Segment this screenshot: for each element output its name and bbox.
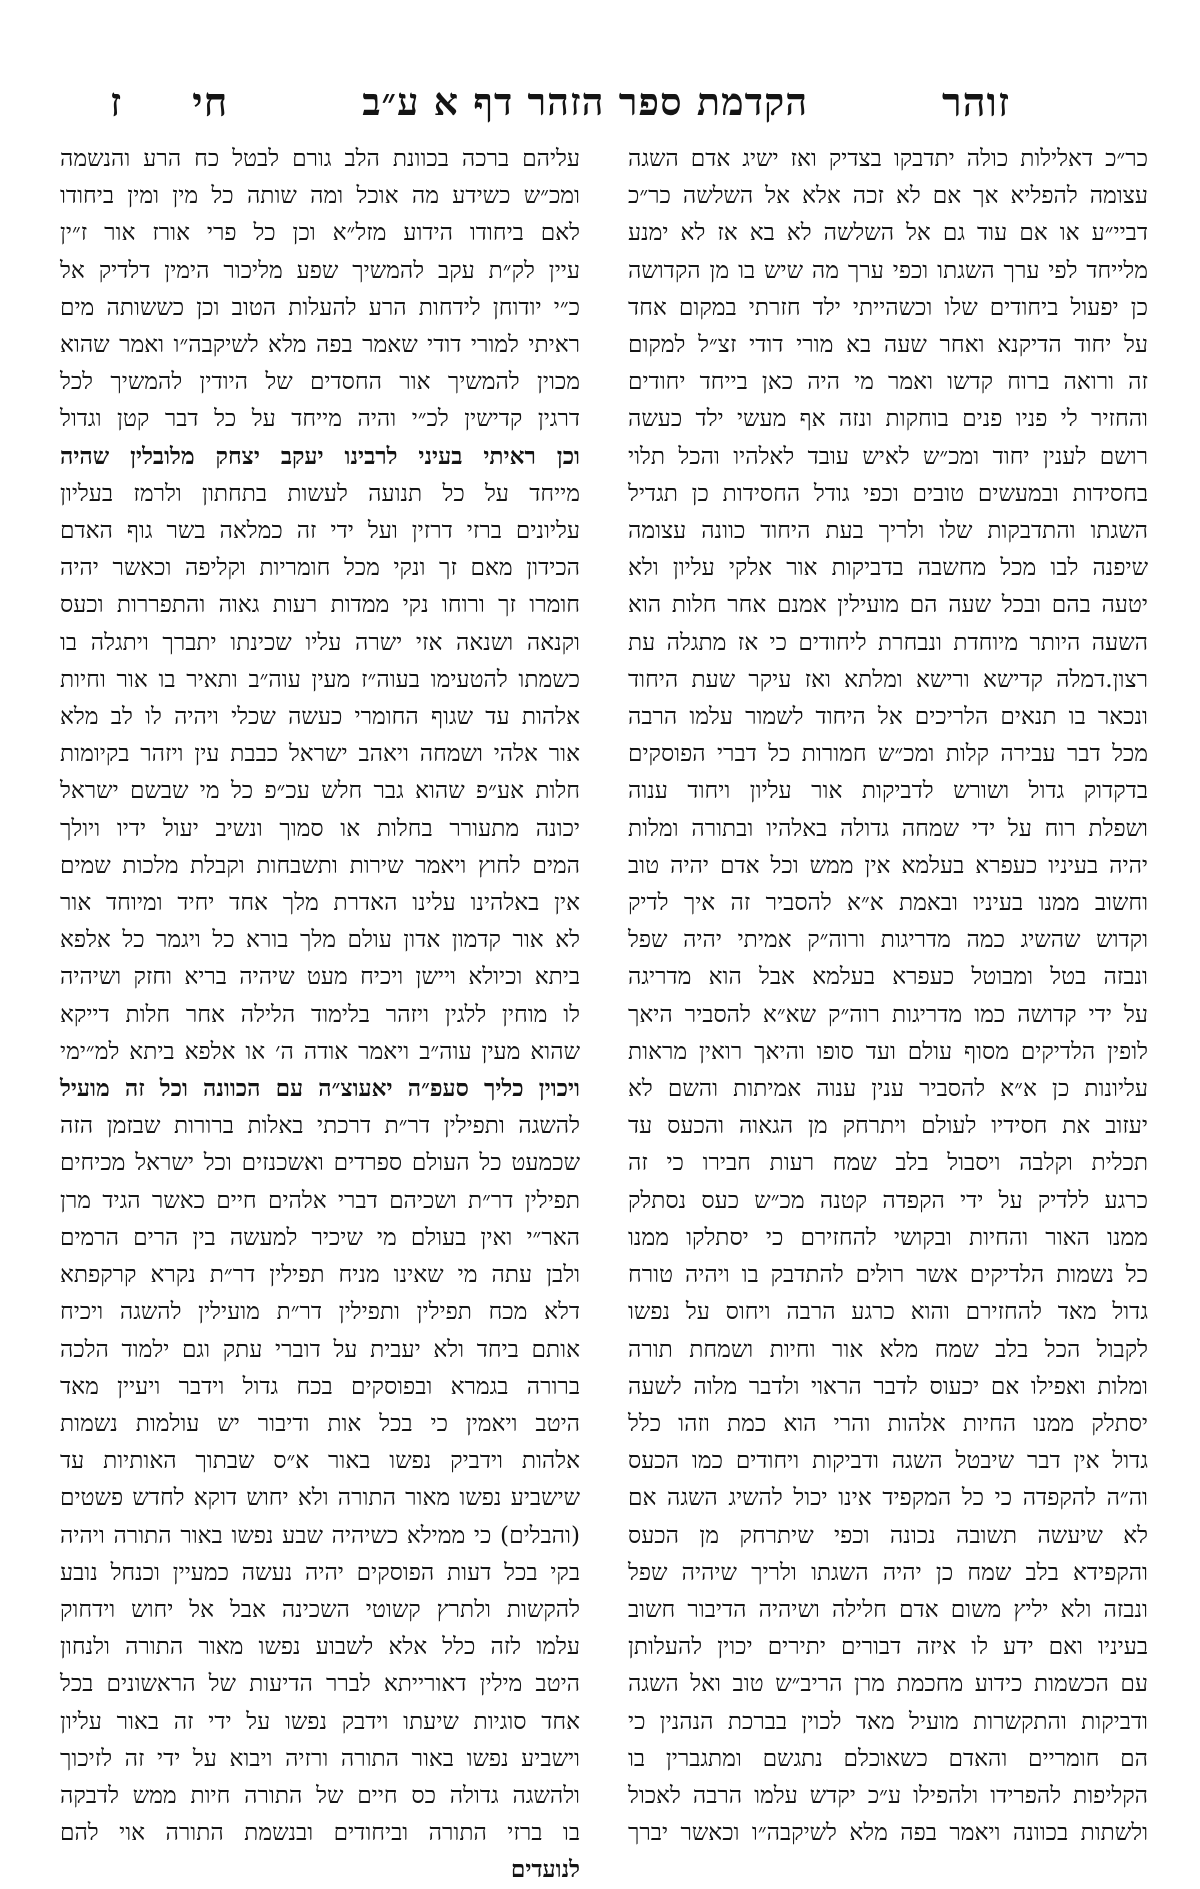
text-line: שהוא מעין עוה״ב ויאמר אודה ה׳ או אלפא ביתא למ״ימי (60, 1037, 580, 1065)
text-line: לקבול הכל בלב שמח מלא אור וחיות ושמחת תורה (628, 1335, 1148, 1363)
text-line: לא שיעשה תשובה נכונה וכפי שיתרחק מן הכעס (628, 1521, 1148, 1549)
text-line: שכמעט כל העולם ספרדים ואשכנזים וכל ישראל מכיחים (60, 1149, 580, 1177)
text-line: דרגין קדישין לכ״י והיה מייחד על כל דבר קטן וגדול (60, 405, 580, 433)
text-line: ויכוין כליך סעפ״ה יאעוצ״ה עם הכוונה וכל זה מועיל (60, 1075, 580, 1103)
text-line: היטב ויאמין כי בכל אות ודיבור יש עולמות נשמות (60, 1409, 580, 1437)
text-line: בו ברזי התורה וביחודים ובנשמת התורה אוי להם (60, 1819, 580, 1847)
text-line: כרגע ללדיק על ידי הקפדה קטנה מכ״ש כעס נסתלק (628, 1186, 1148, 1214)
text-line: ולבן עתה מי שאינו מניח תפילין דר״ת נקרא קרקפתא (60, 1261, 580, 1289)
text-line: אלהות עד שגוף החומרי כעשה שכלי ויהיה לו לב מלא (60, 703, 580, 731)
text-line: ולהשגה גדולה כס חיים של התורה חיות ממש לדבקה (60, 1781, 580, 1809)
text-line: ביתא וכיולא ויישן ויכיח מעט שיהיה בריא וחזק ושיהיה (60, 963, 580, 991)
text-line: אחד סוגיות שיעתו וידבק נפשו על ידי זה באור עליון (60, 1707, 580, 1735)
text-line: וכן ראיתי בעיני לרבינו יעקב יצחק מלובלין שהיה (60, 442, 580, 470)
section-label: חי (192, 78, 229, 126)
page-numbers (110, 79, 228, 126)
text-line: וקנאה ושנאה אזי ישרה עליו שכינתו יתברך ויתגלה בו (60, 628, 580, 656)
text-line: יהיה בעיניו כעפרא בעלמא אין ממש וכל אדם יהיה טוב (628, 851, 1148, 879)
text-line: וישביע נפשו באור התורה ורזיה ויבוא על ידי זה לזיכוך (60, 1744, 580, 1772)
text-line: אותם ביחד ולא יעבית על דוברי עתק וגם ילמוד הלכה (60, 1335, 580, 1363)
text-line: כשמתו להטעימו בעוה״ז מעין עוה״ב ותאיר בו אור וחיות (60, 665, 580, 693)
text-line: יעזוב את חסידיו לעולם ויתרחק מן הגאוה והכעס עד (628, 1112, 1148, 1140)
text-line: תפילין דר״ת ושכיהם דברי אלהים חיים כאשר הגיד מרן (60, 1186, 580, 1214)
text-line: רצון.דמלה קדישא ורישא ומלתא ואז עיקר שעת היחוד (628, 665, 1148, 693)
text-line: ברורה בגמרא ובפוסקים בכח גדול וידבר ויעיין מאד (60, 1372, 580, 1400)
text-line: בדקדוק גדול ושורש לדביקות אור עליון ויחוד ענוה (628, 777, 1148, 805)
text-line: בעיניו ואם ידע לו איזה דבורים יתירים יכוין להעלותן (628, 1633, 1148, 1661)
text-line: כ״י יודוחן לידחות הרע להעלות הטוב וכן כששותה מים (60, 293, 580, 321)
text-line: שיפנה לבו מכל מחשבה בדביקות אור אלקי עליון ולא (628, 554, 1148, 582)
text-line: תכלית וקלבה ויסבול בלב שמח רעות חבירו כי זה (628, 1149, 1148, 1177)
text-line: ראיתי למורי דודי שאמר בפה מלא לשיקבה״ו ואמר שהוא (60, 331, 580, 359)
text-line: להשגה ותפילין דר״ת דרכתי באלות ברורות שבזמן הזה (60, 1112, 580, 1140)
left-text-column (60, 140, 580, 1884)
text-line: ולשתות בכוונה ויאמר בפה מלא לשיקבה״ו וכאשר יברך (628, 1819, 1148, 1847)
text-line: כל נשמות הלדיקים אשר רולים להתדבק בו ויהיה טורח (628, 1261, 1148, 1289)
right-text-column (628, 140, 1148, 1847)
text-line: הכידון מאם זך ונקי מכל חומריות וקליפה וכאשר יהיה (60, 554, 580, 582)
text-line: מלייחד לפי ערך השגתו וכפי ערך מה שיש בו מן הקדושה (628, 256, 1148, 284)
text-line: רושם לענין יחוד ומכ״ש לאיש עובד לאלהיו והכל תלוי (628, 442, 1148, 470)
page-number: ז (110, 78, 123, 126)
text-line: מכוין להמשיך אור החסדים של היודין להמשיך לכל (60, 368, 580, 396)
text-line: בחסידות ובמעשים טובים וכפי גודל החסידות כן תגדיל (628, 479, 1148, 507)
text-line: אור אלהי ושמחה ויאהב ישראל כבבת עין ויזהר בקיומות (60, 740, 580, 768)
text-line: הקליפות להפרידו ולהפילו ע״כ יקדש עלמו הרבה לאכול (628, 1781, 1148, 1809)
text-line: ושפלת רוח על ידי שמחה גדולה באלהיו ובתורה ומלות (628, 814, 1148, 842)
text-line: עליונות כן א״א להסביר ענין ענוה אמיתות והשם לא (628, 1075, 1148, 1103)
text-line: עצומה להפליא אך אם לא זכה אלא אל השלשה כר״כ (628, 182, 1148, 210)
text-line: להקשות ולתרץ קשוטי השכינה אבל אל יחוש וידחוק (60, 1595, 580, 1623)
text-line: הם חומריים והאדם כשאוכלם נתגשם ומתגברין בו (628, 1744, 1148, 1772)
text-line: ודביקות והתקשרות מועיל מאד לכוין בברכת הנהנין כי (628, 1707, 1148, 1735)
text-line: השעה היותר מיוחדת ונבחרת ליחודים כי אז מתגלה עת (628, 628, 1148, 656)
text-line: על ידי קדושה כמו מדריגות רוה״ק שא״א להסביר היאך (628, 1000, 1148, 1028)
text-line: אין באלהינו עלינו האדרת מלך אחד יחיד ומיוחד אור (60, 889, 580, 917)
text-line: לא אור קדמון אדון עולם מלך בורא כל ויגמר כל אלפא (60, 926, 580, 954)
text-line: וה״ה להקפדה כי כל המקפיד אינו יכול להשיג השגה אם (628, 1484, 1148, 1512)
text-line: האר״י ואין בעולם מי שיכיר למעשה בין הרים הרמים (60, 1223, 580, 1251)
text-line: ומלות ואפילו אם יכעוס לדבר הראוי ולדבר מלוה לשעה (628, 1372, 1148, 1400)
text-line: לאם ביחודו הידוע מזל״א וכן כל פרי אורז אור ז״ין (60, 219, 580, 247)
text-line: גדול אין דבר שיבטל השגה ודביקות ויחודים כמו הכעס (628, 1447, 1148, 1475)
text-line: חומרו זך ורוחו נקי ממדות רעות גאוה והתפררות וכעס (60, 591, 580, 619)
text-line: ונבזה ולא יליץ משום אדם חלילה ושיהיה הדיבור חשוב (628, 1595, 1148, 1623)
text-line: היטב מילין דאורייתא לברר הדיעות של הראשונים בכל (60, 1670, 580, 1698)
text-line: כר״כ דאלילות כולה יתדבקו בצדיק ואז ישיג אדם השגה (628, 145, 1148, 172)
text-line: ונבזה בטל ומבוטל כעפרא בעלמא אבל הוא מדריגה (628, 963, 1148, 991)
text-line: עיין לק״ת עקב להמשיך שפע מליכור הימין דלדיק אל (60, 256, 580, 284)
text-line: לופין הלדיקים מסוף עולם ועד סופו והיאך רואין מראות (628, 1037, 1148, 1065)
page-title: הקדמת ספר הזהר דף א ע״ב (362, 79, 809, 124)
text-line: יכונה מתעורר בחלות או סמוך ונשיב יעול ידיו ויולך (60, 814, 580, 842)
text-line: לו מוחין ללגין ויזהר בלימוד הלילה אחר חלות דייקא (60, 1000, 580, 1028)
text-line: (והבלים) כי ממילא כשיהיה שבע נפשו באור התורה ויהיה (60, 1521, 580, 1549)
text-line: השגתו והתדבקות שלו ולריך בעת היחוד כוונה עצומה (628, 517, 1148, 545)
text-line: עליהם ברכה בכוונת הלב גורם לבטל כח הרע והנשמה (60, 145, 580, 172)
text-line: בקי בכל דעות הפוסקים יהיה נעשה כמעיין וכנחל נובע (60, 1558, 580, 1586)
text-line: כן יפעול ביחודים שלו וכשהייתי ילד חזרתי במקום אחד (628, 293, 1148, 321)
text-line: על יחוד הדיקנא ואחר שעה בא מורי דודי זצ״ל למקום (628, 331, 1148, 359)
text-line: מכל דבר עבירה קלות ומכ״ש חמורות כל דברי הפוסקים (628, 740, 1148, 768)
text-line: וחשוב ממנו בעיניו ובאמת א״א להסביר זה איך לדיק (628, 889, 1148, 917)
text-line: זה ורואה ברוח קדשו ואמר מי היה כאן בייחד יחודים (628, 368, 1148, 396)
text-line: המים לחוץ ויאמר שירות ותשבחות וקבלת מלכות שמים (60, 851, 580, 879)
text-line: עליונים ברזי דרזין ועל ידי זה כמלאה בשר גוף האדם (60, 517, 580, 545)
text-line: ומכ״ש כשידע מה אוכל ומה שותה כל מין ומין ביחודו (60, 182, 580, 210)
text-line: דביי״ע או אם עוד גם אל השלשה לא בא אז לא ימנע (628, 219, 1148, 247)
text-line: יסתלק ממנו החיות אלהות והרי הוא כמת וזהו כלל (628, 1409, 1148, 1437)
text-line: עלמו לזה כלל אלא לשבוע נפשו מאור התורה ולנחון (60, 1633, 580, 1661)
page-header (110, 72, 1010, 132)
text-line: יטעה בהם ובכל שעה הם מועילין אמנם אחר חלות הוא (628, 591, 1148, 619)
text-line: אלהות וידביק נפשו באור א״ס שבתוך האותיות עד (60, 1447, 580, 1475)
text-line: לנועדים (510, 1856, 580, 1884)
text-line: עם הכשמות כידוע מחכמת מרן הריב״ש טוב ואל השגה (628, 1670, 1148, 1698)
text-line: וקדוש שהשיג כמה מדריגות ורוה״ק אמיתי יהיה שפל (628, 926, 1148, 954)
text-line: ונכאר בו תנאים הלריכים אל היחוד לשמור עלמו הרבה (628, 703, 1148, 731)
text-line: והחזיר לי פניו פנים בוחקות ונזה אף מעשי ילד כעשה (628, 405, 1148, 433)
text-line: גדול מאד להחזירם והוא כרגע הרבה ויחוס על נפשו (628, 1298, 1148, 1326)
book-name: זוהר (941, 78, 1010, 126)
text-line: שישביע נפשו מאור התורה ולא יחוש דוקא לחדש פשטים (60, 1484, 580, 1512)
text-line: ממנו האור והחיות ובקושי להחזירם כי יסתלקו ממנו (628, 1223, 1148, 1251)
text-line: והקפידא בלב שמח כן יהיה השגתו ולריך שיהיה שפל (628, 1558, 1148, 1586)
text-line: חלות אע״פ שהוא גבר חלש עכ״פ כל מי שבשם ישראל (60, 777, 580, 805)
text-line: דלא מכח תפילין ותפילין דר״ת מועילין להשגה ויכיח (60, 1298, 580, 1326)
text-line: מייחד על כל תנועה לעשות בתחתון ולרמז בעליון (60, 479, 580, 507)
